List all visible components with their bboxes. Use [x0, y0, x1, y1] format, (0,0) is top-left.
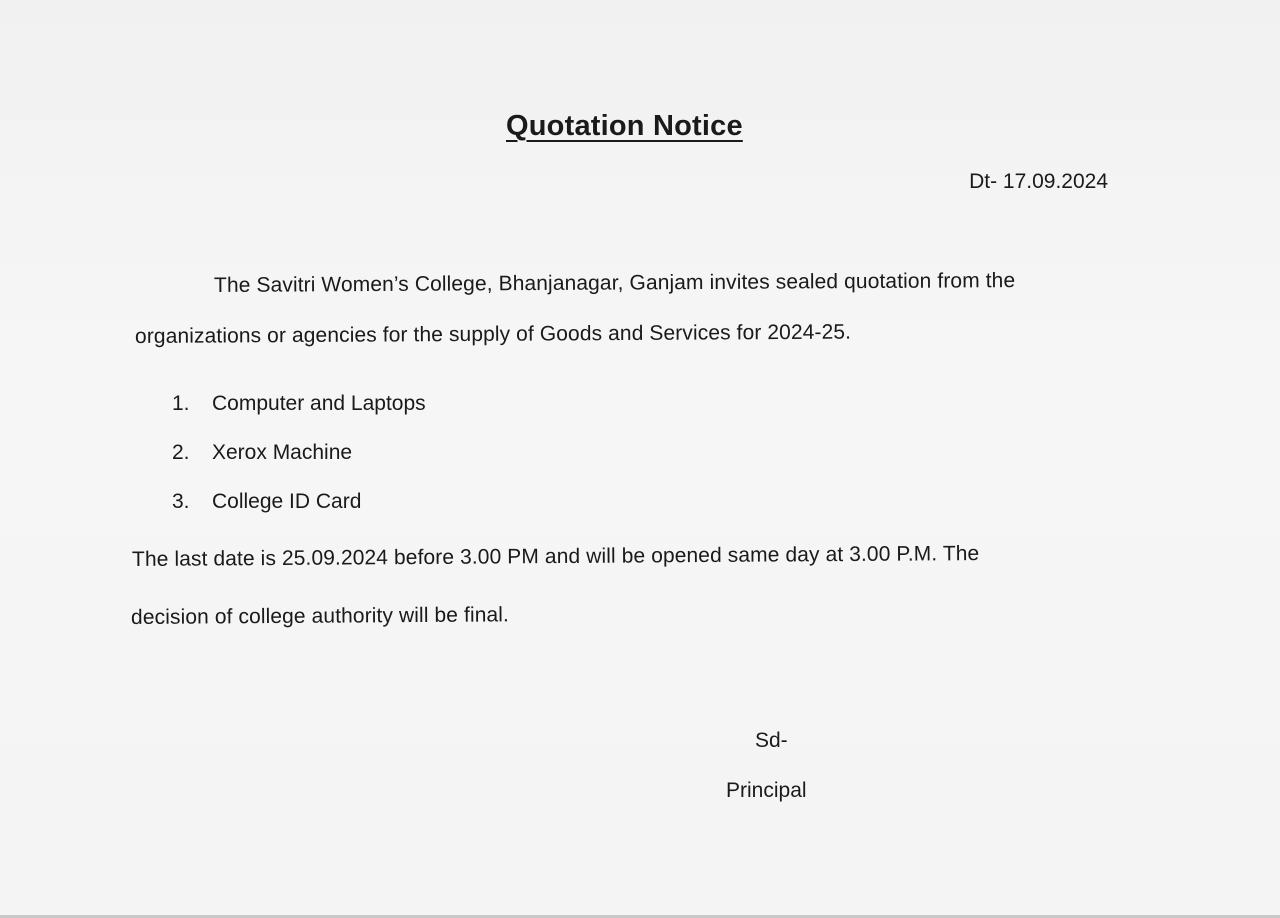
list-item: [172, 441, 426, 490]
list-item-number: 2.: [172, 441, 190, 464]
list-item-label: Xerox Machine: [212, 441, 353, 464]
closing-line-1: The last date is 25.09.2024 before 3.00 PM and will be opened same day at 3.00 P.M. The: [131, 542, 980, 571]
list-item-label: College ID Card: [212, 490, 362, 513]
closing-line-2: decision of college authority will be final.: [130, 603, 510, 629]
signatory-title: Principal: [726, 779, 807, 802]
list-item-label: Computer and Laptops: [212, 392, 426, 415]
intro-line-1: The Savitri Women’s College, Bhanjanagar, Ganjam invites sealed quotation from the: [213, 269, 1016, 297]
items-list: [172, 392, 426, 539]
signature-mark: Sd-: [755, 729, 788, 752]
list-item: [172, 490, 426, 539]
list-item-number: 3.: [172, 490, 190, 513]
notice-title: Quotation Notice: [506, 110, 743, 142]
list-item: [172, 392, 426, 441]
list-item-number: 1.: [172, 392, 190, 415]
intro-line-2: organizations or agencies for the supply of Goods and Services for 2024-25.: [134, 320, 852, 348]
notice-date: Dt- 17.09.2024: [969, 170, 1108, 193]
